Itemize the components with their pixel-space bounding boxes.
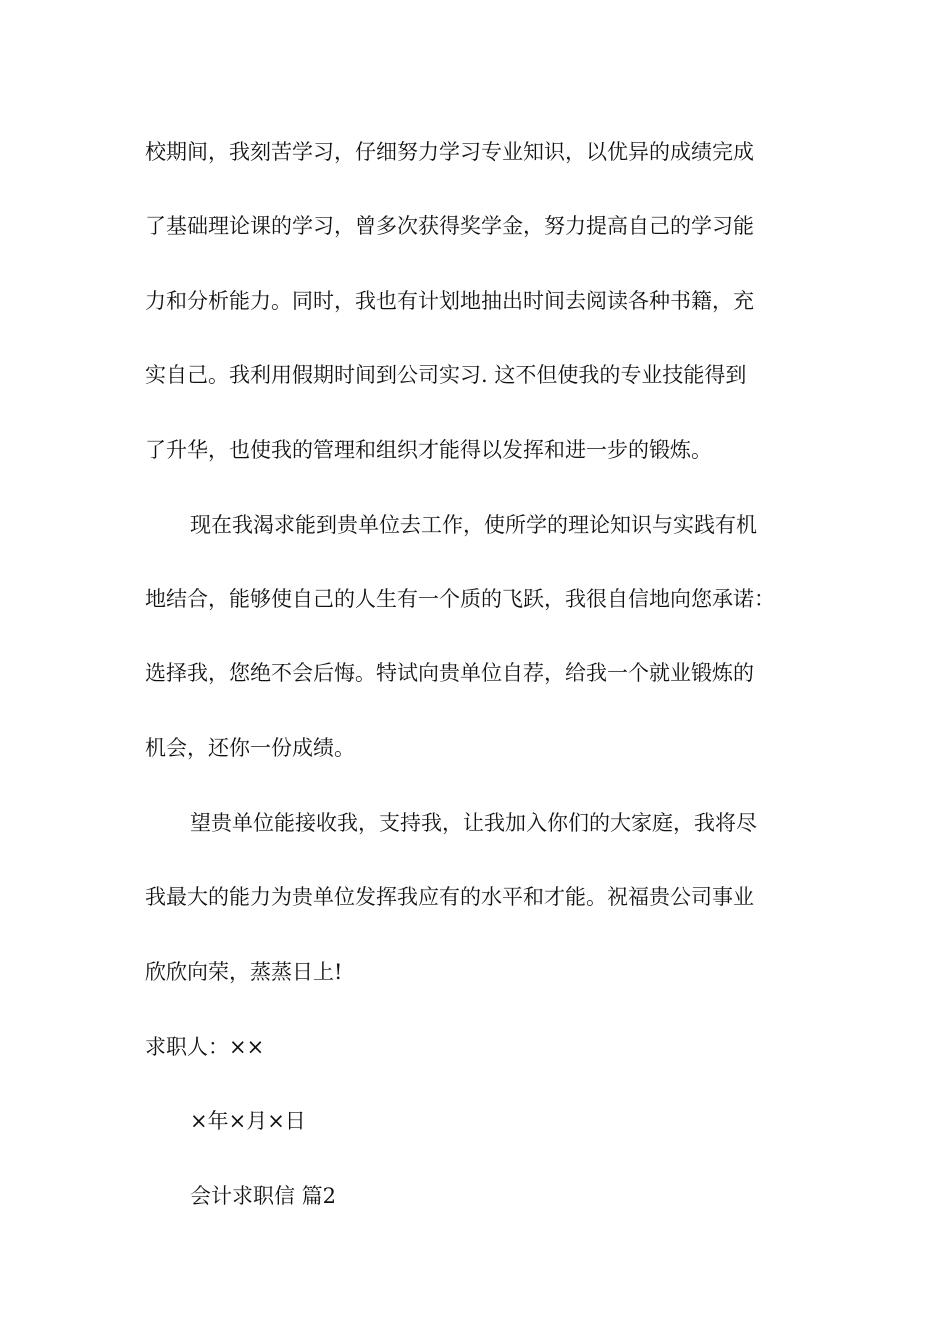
paragraph-line: 了基础理论课的学习，曾多次获得奖学金，努力提高自己的学习能 <box>145 214 754 238</box>
applicant-signature: 求职人：×× <box>145 1035 265 1059</box>
paragraph-line: 地结合，能够使自己的人生有一个质的飞跃，我很自信地向您承诺： <box>145 587 775 611</box>
paragraph-line: 实自己。我利用假期时间到公司实习. 这不但使我的专业技能得到 <box>145 363 747 387</box>
paragraph-line: 选择我，您绝不会后悔。特试向贵单位自荐，给我一个就业锻炼的 <box>145 661 754 685</box>
paragraph-line: 机会，还你一份成绩。 <box>145 736 355 760</box>
paragraph-line: 望贵单位能接收我，支持我，让我加入你们的大家庭，我将尽 <box>190 811 757 835</box>
letter-date: ×年×月×日 <box>190 1109 306 1133</box>
paragraph-line: 我最大的能力为贵单位发挥我应有的水平和才能。祝福贵公司事业 <box>145 885 754 909</box>
paragraph-line: 现在我渴求能到贵单位去工作，使所学的理论知识与实践有机 <box>190 513 757 537</box>
paragraph-line: 力和分析能力。同时，我也有计划地抽出时间去阅读各种书籍，充 <box>145 289 754 313</box>
section-heading: 会计求职信 篇2 <box>190 1184 337 1208</box>
paragraph-line: 欣欣向荣，蒸蒸日上! <box>145 960 343 984</box>
paragraph-line: 校期间，我刻苦学习，仔细努力学习专业知识，以优异的成绩完成 <box>145 140 754 164</box>
paragraph-line: 了升华，也使我的管理和组织才能得以发挥和进一步的锻炼。 <box>145 438 712 462</box>
